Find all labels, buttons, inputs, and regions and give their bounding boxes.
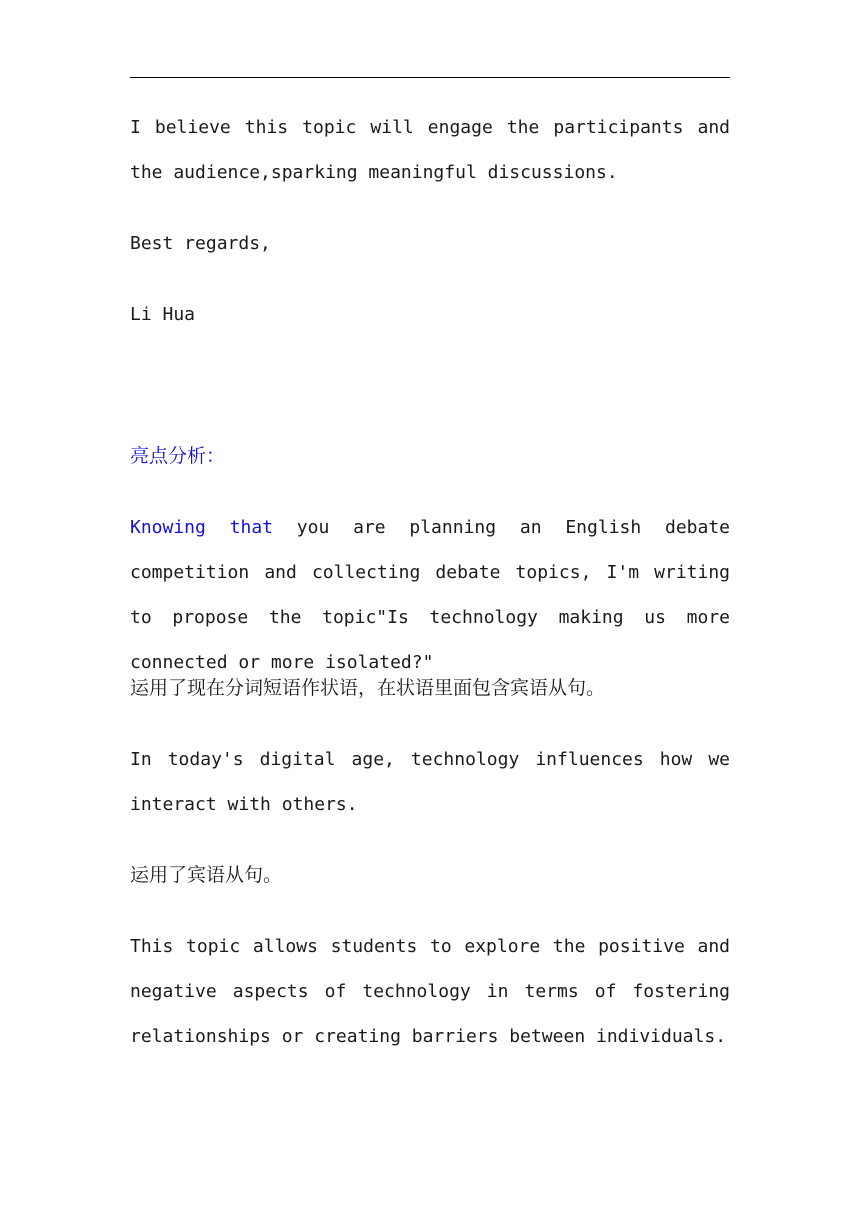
header-rule [130, 77, 730, 78]
example-sentence-2: In today's digital age, technology influences how we interact with others. [130, 749, 730, 815]
analysis-note-1: 运用了现在分词短语作状语，在状语里面包含宾语从句。 [130, 677, 606, 699]
example-sentence-1 [130, 505, 730, 685]
analysis-note-2: 运用了宾语从句。 [130, 864, 283, 886]
example-sentence-3: This topic allows students to explore the positive and negative aspects of technology in terms of fostering relationships or creating barriers between individuals. [130, 936, 730, 1047]
example-sentence-1-text: you are planning an English debate competition and collecting debate topics, I'm writing to propose the topic"Is technology making us more connected or more isolated?" [130, 517, 730, 673]
analysis-heading: 亮点分析： [130, 445, 226, 467]
signature: Li Hua [130, 304, 196, 325]
closing-paragraph: I believe this topic will engage the participants and the audience,sparking meaningful discussions. [130, 117, 730, 183]
highlight-phrase: Knowing that [130, 517, 273, 538]
signoff: Best regards, [130, 233, 271, 254]
